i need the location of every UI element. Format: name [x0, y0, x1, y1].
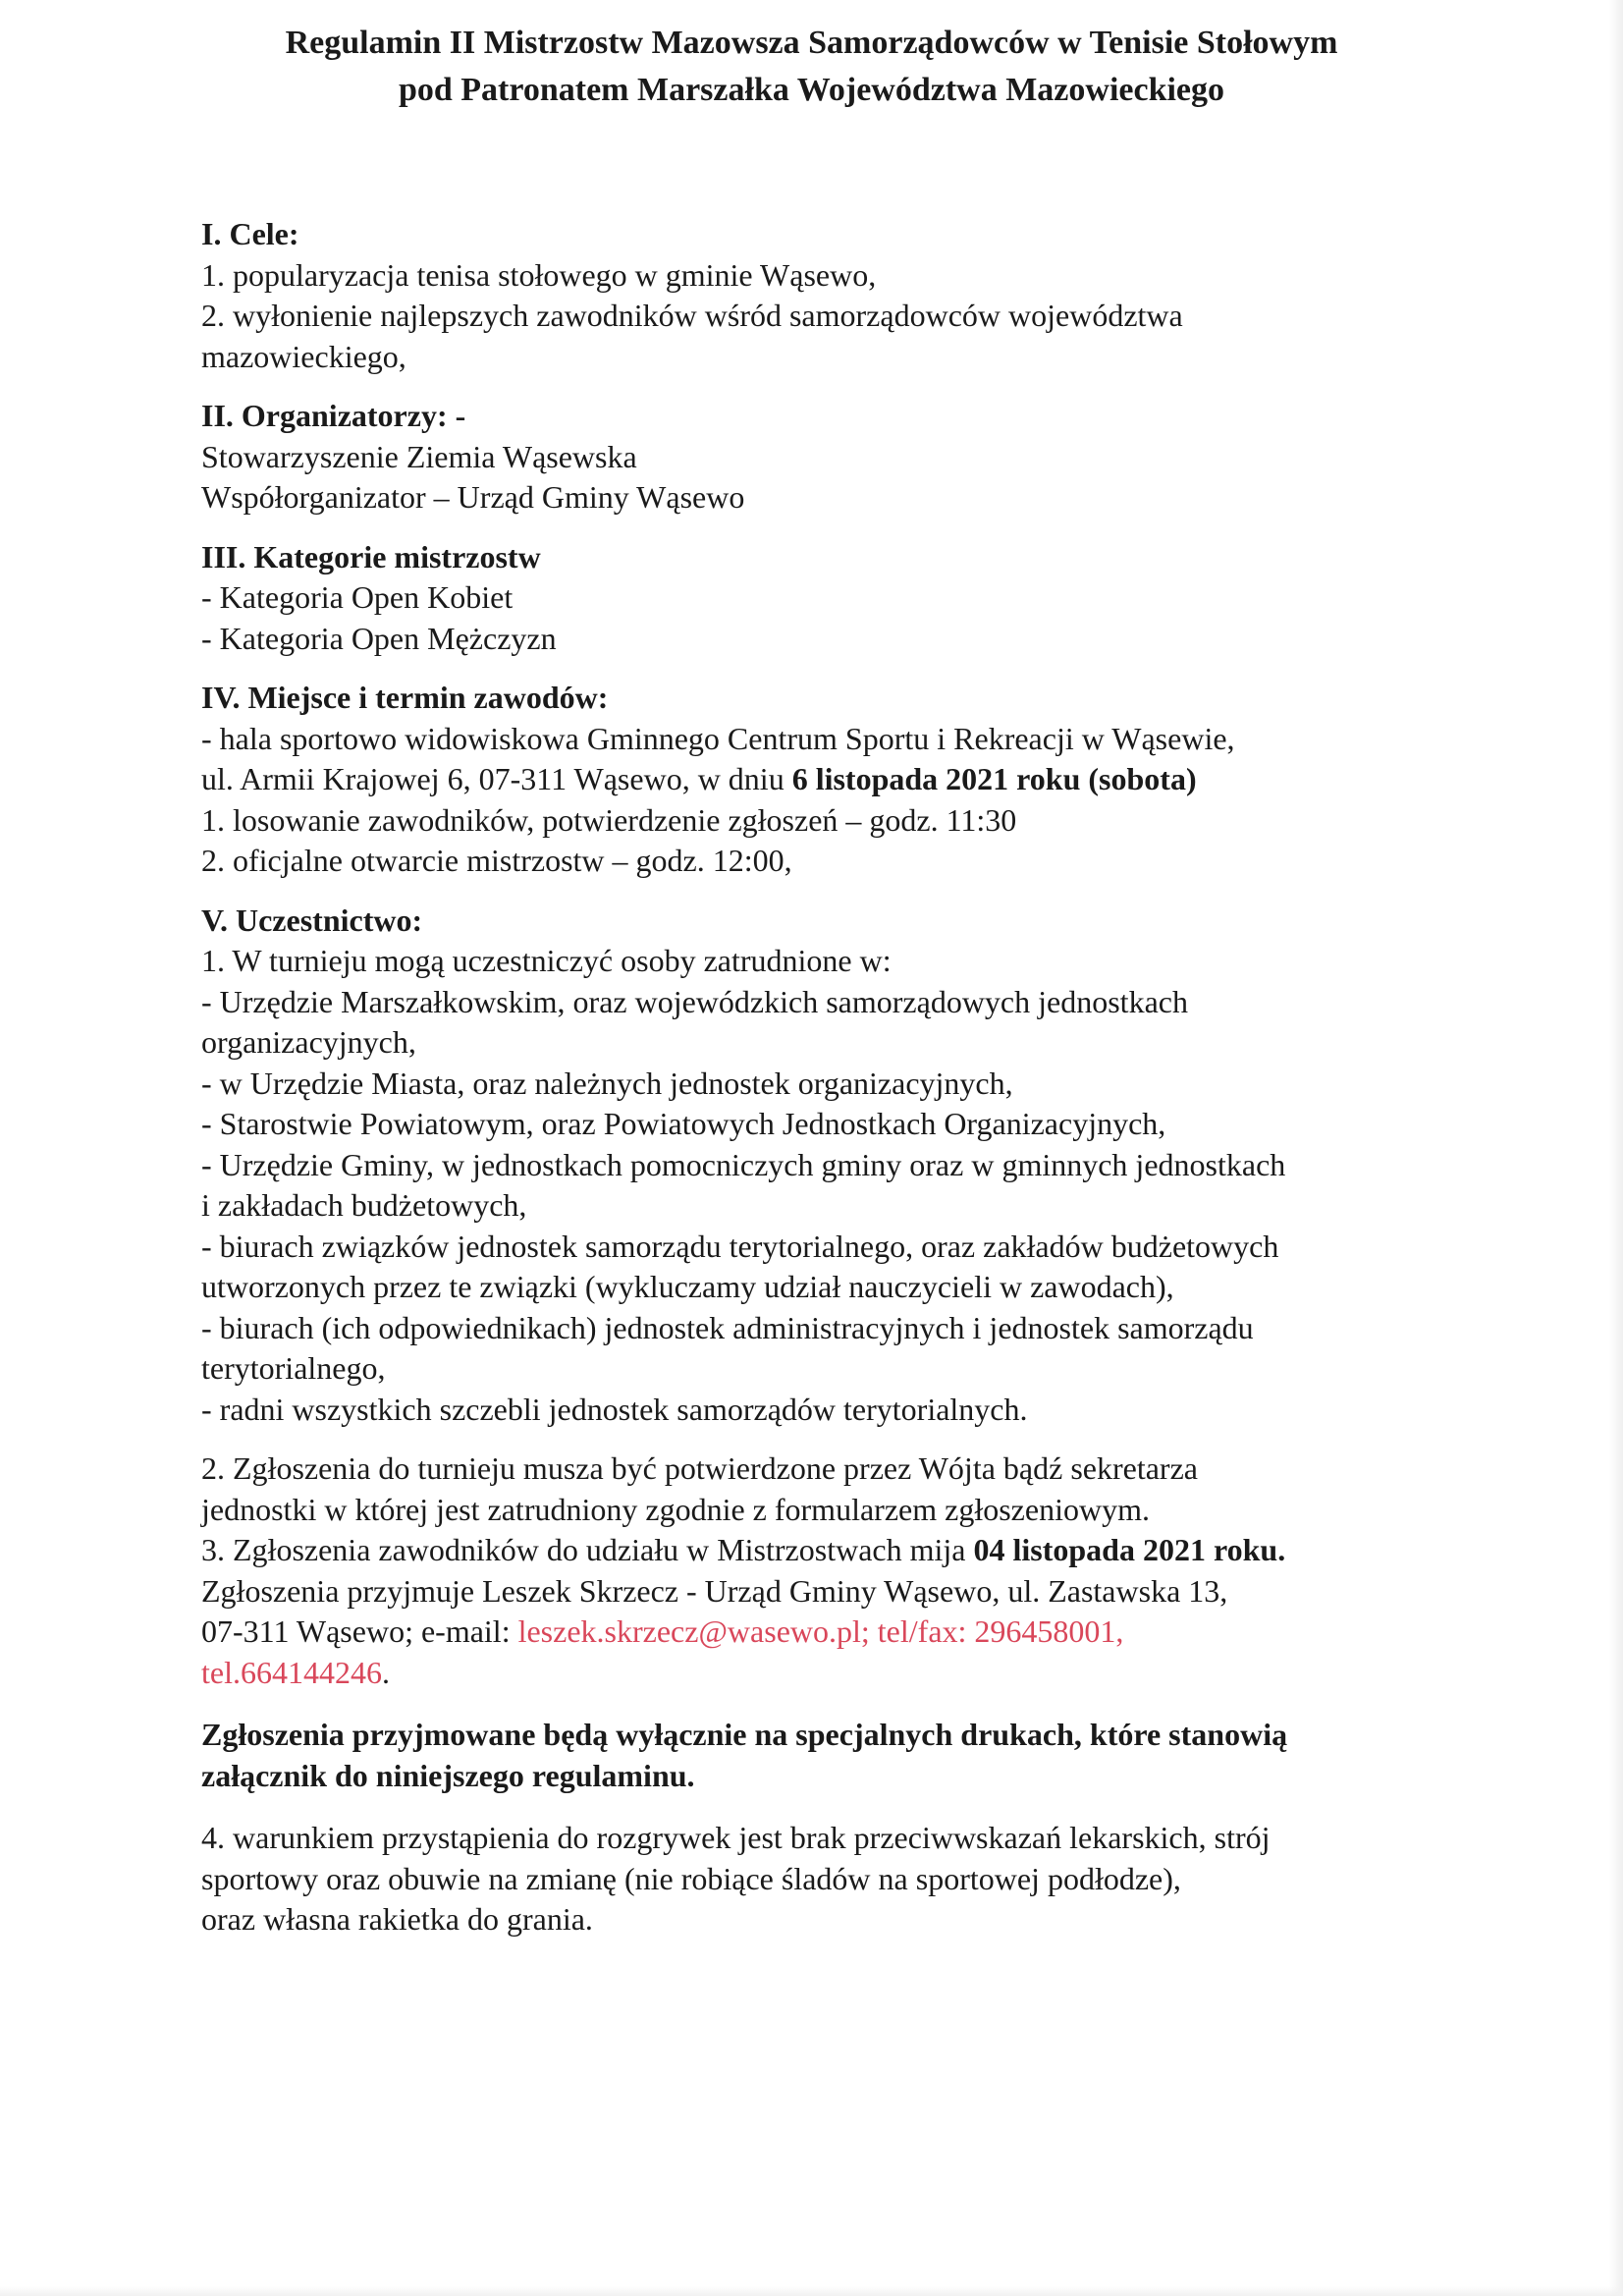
text-line: mazowieckiego,: [201, 338, 406, 374]
event-date: 6 listopada 2021 roku (sobota): [791, 761, 1197, 796]
text-line: - w Urzędzie Miasta, oraz należnych jednostek organizacyjnych,: [201, 1065, 1013, 1101]
text-line: Współorganizator – Urząd Gminy Wąsewo: [201, 479, 745, 515]
text-line: terytorialnego,: [201, 1350, 386, 1386]
text-line: 2. wyłonienie najlepszych zawodników wśród samorządowców województwa: [201, 298, 1183, 333]
document-body: [201, 214, 1497, 1959]
paragraph-confirmation: [201, 1449, 1497, 1693]
deadline-text: 3. Zgłoszenia zawodników do udziału w Mistrzostwach mija: [201, 1532, 974, 1567]
text-line: [201, 1530, 1497, 1571]
text-line: 4. warunkiem przystąpienia do rozgrywek jest brak przeciwwskazań lekarskich, strój: [201, 1820, 1271, 1855]
text-line: jednostki w której jest zatrudniony zgodnie z formularzem zgłoszeniowym.: [201, 1491, 1150, 1527]
title-line-2: pod Patronatem Marszałka Województwa Mazowieckiego: [398, 72, 1225, 108]
title-line-1: Regulamin II Mistrzostw Mazowsza Samorządowców w Tenisie Stołowym: [285, 25, 1338, 61]
text-line: - Kategoria Open Kobiet: [201, 579, 514, 615]
scan-edge-shadow: [1609, 0, 1623, 2296]
section-heading: II. Organizatorzy: -: [201, 398, 466, 433]
contact-email-link[interactable]: leszek.skrzecz@wasewo.pl; tel/fax: 296458001,: [517, 1613, 1124, 1649]
text-line: - Kategoria Open Mężczyzn: [201, 620, 557, 656]
section-participation: [201, 901, 1497, 1431]
text-line: - biurach (ich odpowiednikach) jednostek administracyjnych i jednostek samorządu: [201, 1309, 1254, 1345]
note-line: załącznik do niniejszego regulaminu.: [201, 1757, 695, 1793]
text-line: oraz własna rakietka do grania.: [201, 1901, 593, 1937]
text-line: - biurach związków jednostek samorządu terytorialnego, oraz zakładów budżetowych: [201, 1228, 1279, 1264]
note-line: Zgłoszenia przyjmowane będą wyłącznie na specjalnych drukach, które stanowią: [201, 1717, 1288, 1752]
text-line: utworzonych przez te związki (wykluczamy udział nauczycieli w zawodach),: [201, 1269, 1174, 1304]
text-line: 1. popularyzacja tenisa stołowego w gminie Wąsewo,: [201, 256, 877, 293]
text-line: - hala sportowo widowiskowa Gminnego Centrum Sportu i Rekreacji w Wąsewie,: [201, 720, 1235, 756]
section-categories: [201, 537, 1497, 660]
contact-phone-link[interactable]: tel.664144246: [201, 1654, 382, 1690]
text-line: - Urzędzie Gminy, w jednostkach pomocniczych gminy oraz w gminnych jednostkach: [201, 1146, 1286, 1182]
paragraph-requirements: [201, 1818, 1497, 1941]
deadline-date: 04 listopada 2021 roku: [973, 1532, 1278, 1567]
text-line: 1. losowanie zawodników, potwierdzenie zgłoszeń – godz. 11:30: [201, 801, 1017, 838]
postal-text: 07-311 Wąsewo; e-mail:: [201, 1613, 518, 1649]
phone-period: .: [381, 1654, 390, 1690]
section-goals: [201, 214, 1497, 377]
text-line: Zgłoszenia przyjmuje Leszek Skrzecz - Urząd Gminy Wąsewo, ul. Zastawska 13,: [201, 1572, 1228, 1609]
text-line: - Urzędzie Marszałkowskim, oraz wojewódzkich samorządowych jednostkach: [201, 983, 1188, 1019]
section-heading: V. Uczestnictwo:: [201, 902, 423, 938]
text-line: [201, 759, 1497, 800]
section-place-date: [201, 678, 1497, 882]
address-text: ul. Armii Krajowej 6, 07-311 Wąsewo, w dniu: [201, 761, 792, 796]
section-heading: III. Kategorie mistrzostw: [201, 538, 541, 574]
document-title: [0, 20, 1623, 114]
text-line: 2. oficjalne otwarcie mistrzostw – godz. 12:00,: [201, 843, 792, 878]
text-line: Stowarzyszenie Ziemia Wąsewska: [201, 438, 637, 474]
text-line: [201, 1612, 1497, 1653]
text-line: - Starostwie Powiatowym, oraz Powiatowych Jednostkach Organizacyjnych,: [201, 1106, 1166, 1141]
text-line: - radni wszystkich szczebli jednostek samorządów terytorialnych.: [201, 1391, 1028, 1427]
deadline-period: .: [1277, 1532, 1286, 1567]
section-organizers: [201, 396, 1497, 519]
scan-bottom-shadow: [0, 2286, 1623, 2296]
important-note: [201, 1715, 1497, 1796]
section-heading: IV. Miejsce i termin zawodów:: [201, 680, 609, 715]
text-line: 1. W turnieju mogą uczestniczyć osoby zatrudnione w:: [201, 943, 892, 978]
text-line: [201, 1653, 1497, 1694]
text-line: i zakładach budżetowych,: [201, 1187, 527, 1223]
text-line: sportowy oraz obuwie na zmianę (nie robiące śladów na sportowej podłodze),: [201, 1860, 1181, 1896]
section-heading: I. Cele:: [201, 216, 299, 251]
text-line: organizacyjnych,: [201, 1024, 416, 1060]
text-line: 2. Zgłoszenia do turnieju musza być potwierdzone przez Wójta bądź sekretarza: [201, 1450, 1198, 1486]
